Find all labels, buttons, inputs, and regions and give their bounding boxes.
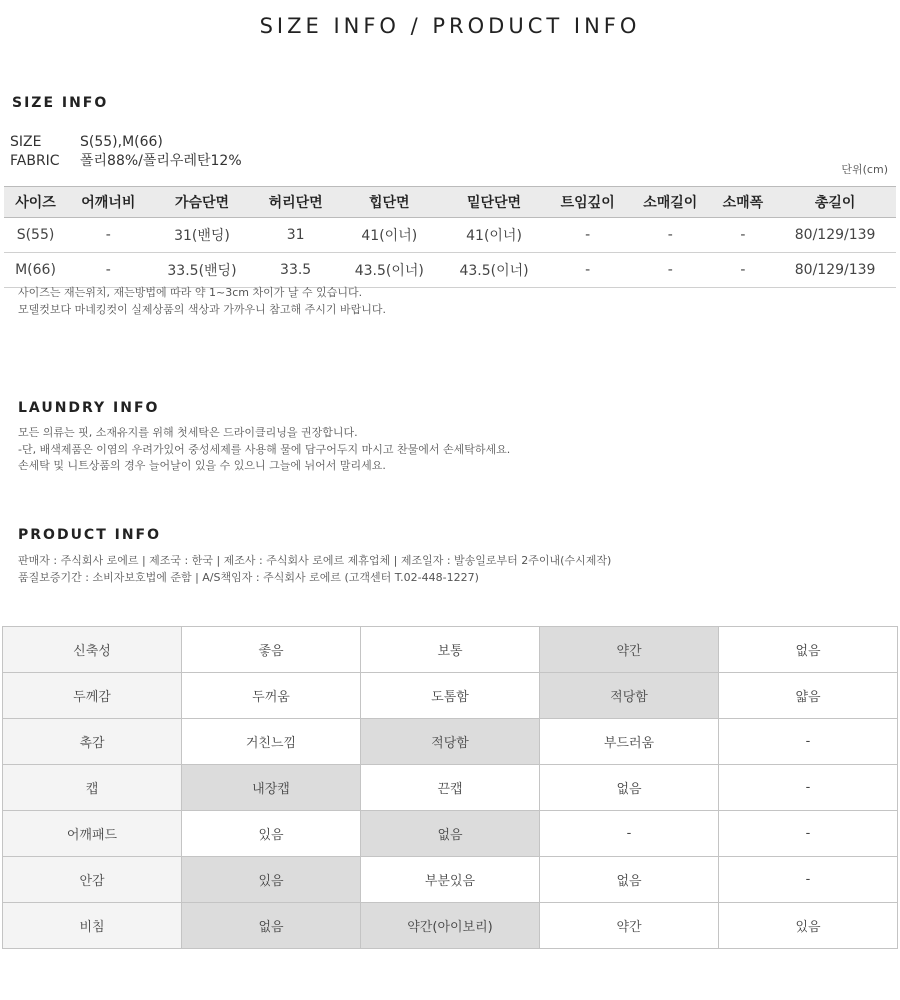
header-cell: 소매길이 [629, 187, 712, 218]
property-option: 보통 [361, 627, 540, 673]
property-option: 없음 [540, 857, 719, 903]
property-option: 도톰함 [361, 673, 540, 719]
property-option: 얇음 [719, 673, 898, 719]
property-row [3, 857, 898, 903]
table-row [4, 218, 896, 253]
header-cell: 힙단면 [337, 187, 442, 218]
header-cell: 총길이 [774, 187, 896, 218]
property-option: 있음 [182, 857, 361, 903]
table-cell: 41(이너) [337, 218, 442, 253]
laundry-line: -단, 배색제품은 이염의 우려가있어 중성세제를 사용해 물에 담구어두지 마시고 찬물에서 손세탁하세요. [18, 442, 511, 456]
property-option: 약간 [540, 903, 719, 949]
product-properties-table [2, 626, 898, 949]
property-label: 캡 [3, 765, 182, 811]
property-option: - [540, 811, 719, 857]
product-line: 품질보증기간 : 소비자보호법에 준함 | A/S책임자 : 주식회사 로에르 (고객센터 T.02-448-1227) [18, 570, 479, 584]
table-cell: - [629, 218, 712, 253]
table-cell: 43.5(이너) [337, 253, 442, 288]
size-note: 사이즈는 재는위치, 재는방법에 따라 약 1~3cm 차이가 날 수 있습니다. [18, 286, 363, 299]
size-info-heading: SIZE INFO [12, 95, 109, 111]
size-table-header [4, 187, 896, 218]
size-note: 모델컷보다 마네킹컷이 실제상품의 색상과 가까우니 참고해 주시기 바랍니다. [18, 302, 387, 316]
size-table [4, 186, 896, 288]
property-option: 부분있음 [361, 857, 540, 903]
table-cell: - [546, 253, 629, 288]
table-cell: 41(이너) [442, 218, 547, 253]
property-option: - [719, 719, 898, 765]
property-option: 적당함 [540, 673, 719, 719]
laundry-line: 손세탁 및 니트상품의 경우 늘어날이 있을 수 있으니 그늘에 뉘어서 말리세요. [18, 459, 386, 472]
property-option: 있음 [719, 903, 898, 949]
table-cell: - [629, 253, 712, 288]
table-cell: - [67, 218, 150, 253]
table-cell: 80/129/139 [774, 253, 896, 288]
property-row [3, 903, 898, 949]
property-option: 약간 [540, 627, 719, 673]
header-cell: 밑단단면 [442, 187, 547, 218]
property-label: 비침 [3, 903, 182, 949]
header-cell: 어깨너비 [67, 187, 150, 218]
size-spec [10, 134, 163, 150]
property-label: 두께감 [3, 673, 182, 719]
property-label: 신축성 [3, 627, 182, 673]
laundry-notes [18, 425, 510, 475]
fabric-value: 폴리88%/폴리우레탄12% [80, 153, 242, 169]
table-cell: S(55) [4, 218, 67, 253]
header-cell: 사이즈 [4, 187, 67, 218]
table-cell: - [67, 253, 150, 288]
table-cell: 31(밴딩) [150, 218, 255, 253]
property-row [3, 719, 898, 765]
laundry-info-heading: LAUNDRY INFO [18, 400, 160, 416]
property-option: 적당함 [361, 719, 540, 765]
table-cell: M(66) [4, 253, 67, 288]
size-notes [18, 285, 386, 318]
unit-label: 단위(cm) [841, 163, 888, 176]
product-notes [18, 553, 611, 586]
header-cell: 허리단면 [254, 187, 337, 218]
product-line: 판매자 : 주식회사 로에르 | 제조국 : 한국 | 제조사 : 주식회사 로에르 제휴업체 | 제조일자 : 발송일로부터 2주이내(수시제작) [18, 554, 612, 567]
table-cell: 43.5(이너) [442, 253, 547, 288]
property-option: 좋음 [182, 627, 361, 673]
fabric-spec [10, 150, 242, 170]
header-cell: 소매폭 [712, 187, 775, 218]
property-option: 내장캡 [182, 765, 361, 811]
property-option: 없음 [361, 811, 540, 857]
property-label: 촉감 [3, 719, 182, 765]
table-cell: - [712, 253, 775, 288]
page-title: SIZE INFO / PRODUCT INFO [259, 14, 641, 38]
property-option: - [719, 857, 898, 903]
size-label: SIZE [10, 134, 42, 150]
property-option: 약간(아이보리) [361, 903, 540, 949]
header-cell: 트임깊이 [546, 187, 629, 218]
property-row [3, 673, 898, 719]
property-label: 어깨패드 [3, 811, 182, 857]
property-option: - [719, 765, 898, 811]
property-row [3, 627, 898, 673]
property-option: 두꺼움 [182, 673, 361, 719]
property-option: 없음 [540, 765, 719, 811]
fabric-label: FABRIC [10, 153, 60, 169]
table-cell: - [712, 218, 775, 253]
table-cell: 33.5 [254, 253, 337, 288]
table-cell: 80/129/139 [774, 218, 896, 253]
table-cell: - [546, 218, 629, 253]
property-option: 끈캡 [361, 765, 540, 811]
table-row [4, 253, 896, 288]
property-row [3, 811, 898, 857]
property-row [3, 765, 898, 811]
property-option: 부드러움 [540, 719, 719, 765]
property-option: - [719, 811, 898, 857]
product-info-heading: PRODUCT INFO [18, 527, 162, 543]
property-option: 없음 [719, 627, 898, 673]
header-cell: 가슴단면 [150, 187, 255, 218]
property-option: 있음 [182, 811, 361, 857]
size-value: S(55),M(66) [80, 134, 163, 150]
table-cell: 31 [254, 218, 337, 253]
table-cell: 33.5(밴딩) [150, 253, 255, 288]
property-option: 거친느낌 [182, 719, 361, 765]
laundry-line: 모든 의류는 핏, 소재유지를 위해 첫세탁은 드라이클리닝을 권장합니다. [18, 426, 358, 439]
property-option: 없음 [182, 903, 361, 949]
property-label: 안감 [3, 857, 182, 903]
